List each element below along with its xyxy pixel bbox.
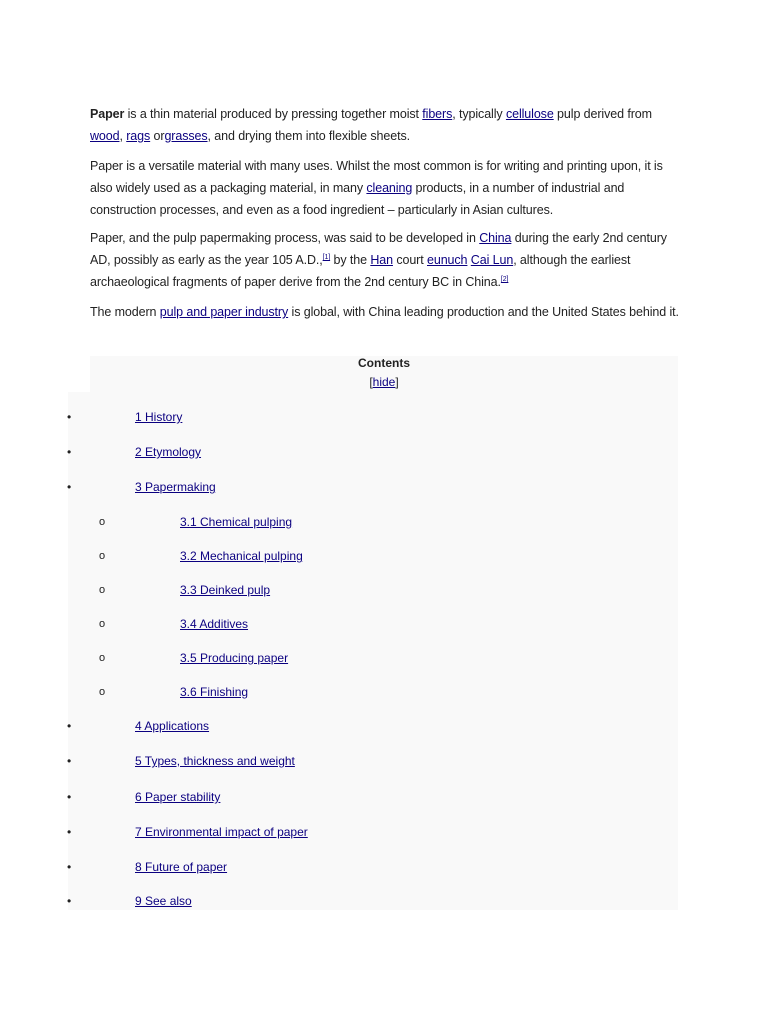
- text: ,: [119, 129, 127, 143]
- article-subject-bold: Paper: [90, 107, 125, 121]
- text: , although the earliest archaeological fragments of paper derive from the 2nd century BC in China.: [90, 253, 631, 289]
- toc-bullet: •: [67, 410, 72, 424]
- toc-bullet: •: [67, 790, 72, 804]
- link-cellulose[interactable]: cellulose: [505, 107, 554, 121]
- toc-link[interactable]: 2 Etymology: [135, 445, 202, 459]
- link-grasses[interactable]: grasses: [164, 129, 208, 143]
- intro-paragraph-1: [90, 103, 680, 147]
- intro-paragraph-4: [90, 301, 680, 323]
- toc-link[interactable]: 3.5 Producing paper: [180, 651, 289, 665]
- toc-link[interactable]: 3.1 Chemical pulping: [180, 515, 293, 529]
- text: Paper, and the pulp papermaking process, was said to be developed in: [90, 231, 480, 245]
- bracket: [: [369, 375, 373, 389]
- toc-toggle: [90, 375, 678, 389]
- link-cai-lun[interactable]: Cai Lun: [470, 253, 514, 267]
- toc-bullet: o: [99, 584, 106, 596]
- link-wood[interactable]: wood: [90, 129, 120, 143]
- text: Paper is a versatile material with many uses. Whilst the most common is for writing and printing upon, it is also widely used as a packaging material, in many: [90, 159, 663, 195]
- text: products, in a number of industrial and construction processes, and even as a food ingredient – particularly in Asian cultures.: [90, 181, 625, 217]
- text: , and drying them into flexible sheets.: [207, 129, 410, 143]
- toc-bullet: •: [67, 894, 72, 908]
- text: The modern: [90, 305, 160, 319]
- toc-link[interactable]: 5 Types, thickness and weight: [135, 754, 295, 768]
- toc-bullet: •: [67, 825, 72, 839]
- toc-link[interactable]: 3.4 Additives: [180, 617, 249, 631]
- text: court: [392, 253, 427, 267]
- text: or: [150, 129, 165, 143]
- link-fibers[interactable]: fibers: [422, 107, 453, 121]
- link-china[interactable]: China: [479, 231, 512, 245]
- toc-link[interactable]: 3.3 Deinked pulp: [180, 583, 271, 597]
- link-rags[interactable]: rags: [126, 129, 151, 143]
- toc-bullet: o: [99, 618, 106, 630]
- text: during the early 2nd century AD, possibly as early as the year 105 A.D.,: [90, 231, 667, 267]
- toc-bullet: •: [67, 445, 72, 459]
- toc-link[interactable]: 4 Applications: [135, 719, 210, 733]
- intro-paragraph-3: [90, 227, 680, 293]
- toc-bullet: o: [99, 652, 106, 664]
- toc-bullet: o: [99, 686, 106, 698]
- link-cleaning[interactable]: cleaning: [366, 181, 413, 195]
- toc-bullet: •: [67, 480, 72, 494]
- toc-link[interactable]: 6 Paper stability: [135, 790, 221, 804]
- toc-bullet: o: [99, 550, 106, 562]
- link-pulp-and-paper-industry[interactable]: pulp and paper industry: [159, 305, 289, 319]
- link-eunuch[interactable]: eunuch: [427, 253, 468, 267]
- toc-bullet: •: [67, 719, 72, 733]
- reference-2[interactable]: [2]: [500, 275, 509, 283]
- toc-link[interactable]: 7 Environmental impact of paper: [135, 825, 308, 839]
- text: by the: [330, 253, 371, 267]
- reference-1[interactable]: [1]: [322, 253, 331, 261]
- text: is a thin material produced by pressing together moist: [124, 107, 423, 121]
- toc-title: Contents: [358, 356, 410, 370]
- toc-link[interactable]: 9 See also: [135, 894, 192, 908]
- toc-link[interactable]: 8 Future of paper: [135, 860, 228, 874]
- toc-hide-link[interactable]: hide: [372, 375, 396, 389]
- toc-link[interactable]: 3 Papermaking: [135, 480, 216, 494]
- toc-link[interactable]: 3.6 Finishing: [180, 685, 249, 699]
- text: pulp derived from: [553, 107, 652, 121]
- toc-link[interactable]: 1 History: [135, 410, 183, 424]
- bracket: ]: [395, 375, 399, 389]
- intro-paragraph-2: [90, 155, 680, 221]
- text: is global, with China leading production and the United States behind it.: [288, 305, 679, 319]
- toc-bullet: o: [99, 516, 106, 528]
- link-han[interactable]: Han: [370, 253, 393, 267]
- toc-bullet: •: [67, 860, 72, 874]
- toc-link[interactable]: 3.2 Mechanical pulping: [180, 549, 303, 563]
- toc-bullet: •: [67, 754, 72, 768]
- text: , typically: [452, 107, 506, 121]
